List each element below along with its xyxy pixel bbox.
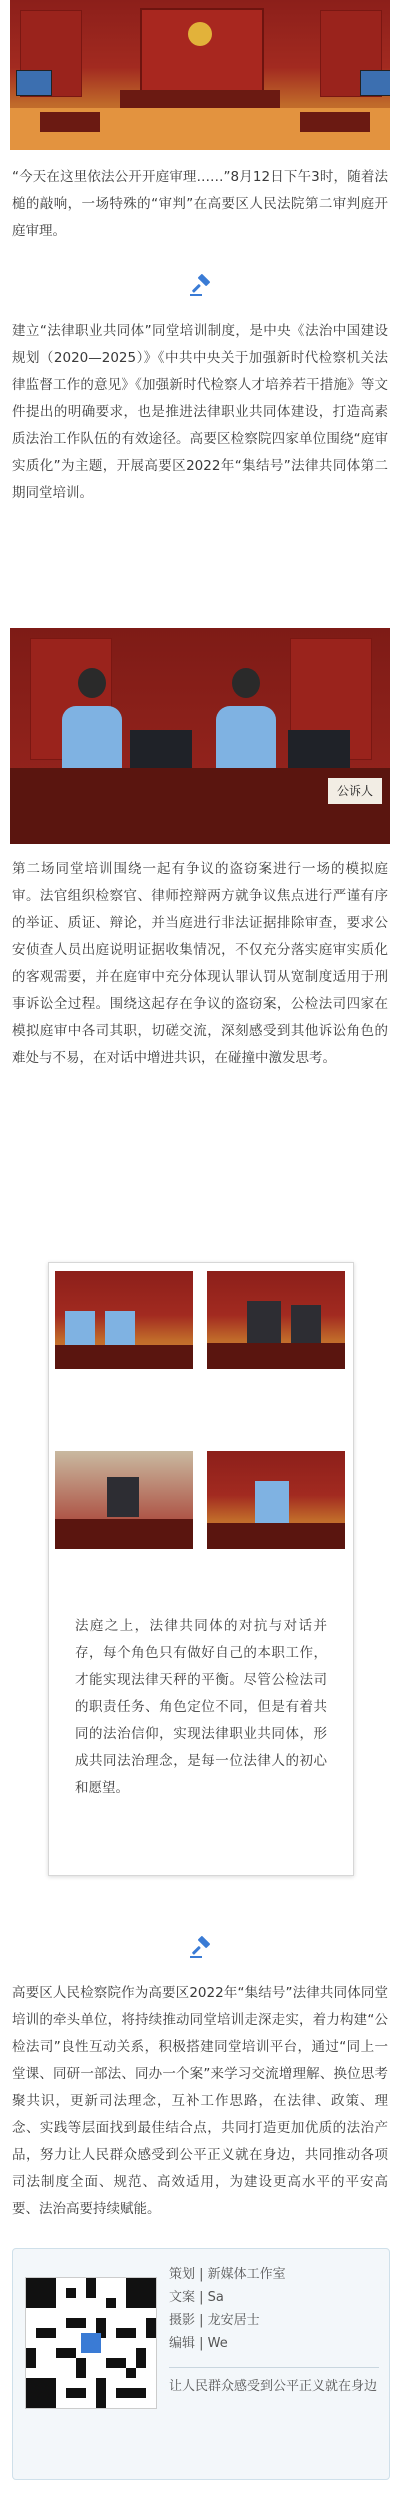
closing-paragraph: 高要区人民检察院作为高要区2022年“集结号”法律共同体同堂培训的牵头单位，将持续推动同堂培训走深走实，着力构建“公检法司”良性互动关系，积极搭建同堂培训平台，通过“同上一堂课、同研一部法、同办一个案”来学习交流增理解、换位思考聚共识，更新司法理念，互补工作思路，在法律、政策、理念、实践等层面找到最佳结合点，共同打造更加优质的法治产品，努力让人民群众感受到公平正义就在身边，共同推动各项司法制度全面、规范、高效适用，为建设更高水平的平安高要、法治高要持续赋能。 — [12, 1985, 388, 2217]
background-paragraph: 建立“法律职业共同体”同堂培训制度，是中央《法治中国建设规划（2020—2025）》《中共中央关于加强新时代检察机关法律监督工作的意见》《加强新时代检察人才培养若干措施》等文件提出的明确要求，也是推进法律职业共同体建设，打造高素质法治工作队伍的有效途径。高要区检察院四家单位围绕“庭审实质化”为主题，开展高要区2022年“集结号”法律共同体第二期同堂培训。 — [12, 323, 388, 501]
prosecutors-photo — [10, 628, 390, 844]
grid-photo-2 — [207, 1271, 345, 1369]
grid-photo-1 — [55, 1271, 193, 1369]
courtroom-photo — [10, 0, 390, 150]
credit-photo: 摄影 | 龙安居士 — [169, 2313, 260, 2328]
prosecutor-nameplate: 公诉人 — [328, 778, 382, 804]
photo-grid-card — [48, 1262, 354, 1876]
credits-list — [169, 2263, 379, 2398]
grid-photo-4 — [207, 1451, 345, 1549]
credits-card — [12, 2248, 390, 2480]
intro-paragraph: “今天在这里依法公开开庭审理……”8月12日下午3时，随着法槌的敲响，一场特殊的“审判”在高要区人民法院第二审判庭开庭审理。 — [12, 169, 388, 239]
gavel-divider-icon-2 — [188, 1936, 212, 1960]
mock-trial-paragraph: 第二场同堂培训围绕一起有争议的盗窃案进行一场的模拟庭审。法官组织检察官、律师控辩两方就争议焦点进行严谨有序的举证、质证、辩论，并当庭进行非法证据排除审查，要求公安侦查人员出庭说明证据收集情况，不仅充分落实庭审实质化的客观需要，并在庭审中充分体现认罪认罚从宽制度适用于刑事诉讼全过程。围绕这起存在争议的盗窃案，公检法司四家在模拟庭审中各司其职，切磋交流，深刻感受到其他诉讼角色的难处与不易，在对话中增进共识，在碰撞中激发思考。 — [12, 861, 388, 1066]
card-paragraph: 法庭之上，法律共同体的对抗与对话并存，每个角色只有做好自己的本职工作，才能实现法律天秤的平衡。尽管公检法司的职责任务、角色定位不同，但是有着共同的法治信仰，实现法律职业共同体，形成共同法治理念，是每一位法律人的初心和愿望。 — [75, 1618, 327, 1796]
qr-code-icon — [25, 2277, 157, 2409]
credit-editor: 编辑 | We — [169, 2336, 228, 2351]
gavel-divider-icon — [188, 274, 212, 298]
credit-copy: 文案 | Sa — [169, 2290, 224, 2305]
credit-planning: 策划 | 新媒体工作室 — [169, 2267, 286, 2282]
footer-slogan: 让人民群众感受到公平正义就在身边 — [169, 2379, 378, 2394]
grid-photo-3 — [55, 1451, 193, 1549]
